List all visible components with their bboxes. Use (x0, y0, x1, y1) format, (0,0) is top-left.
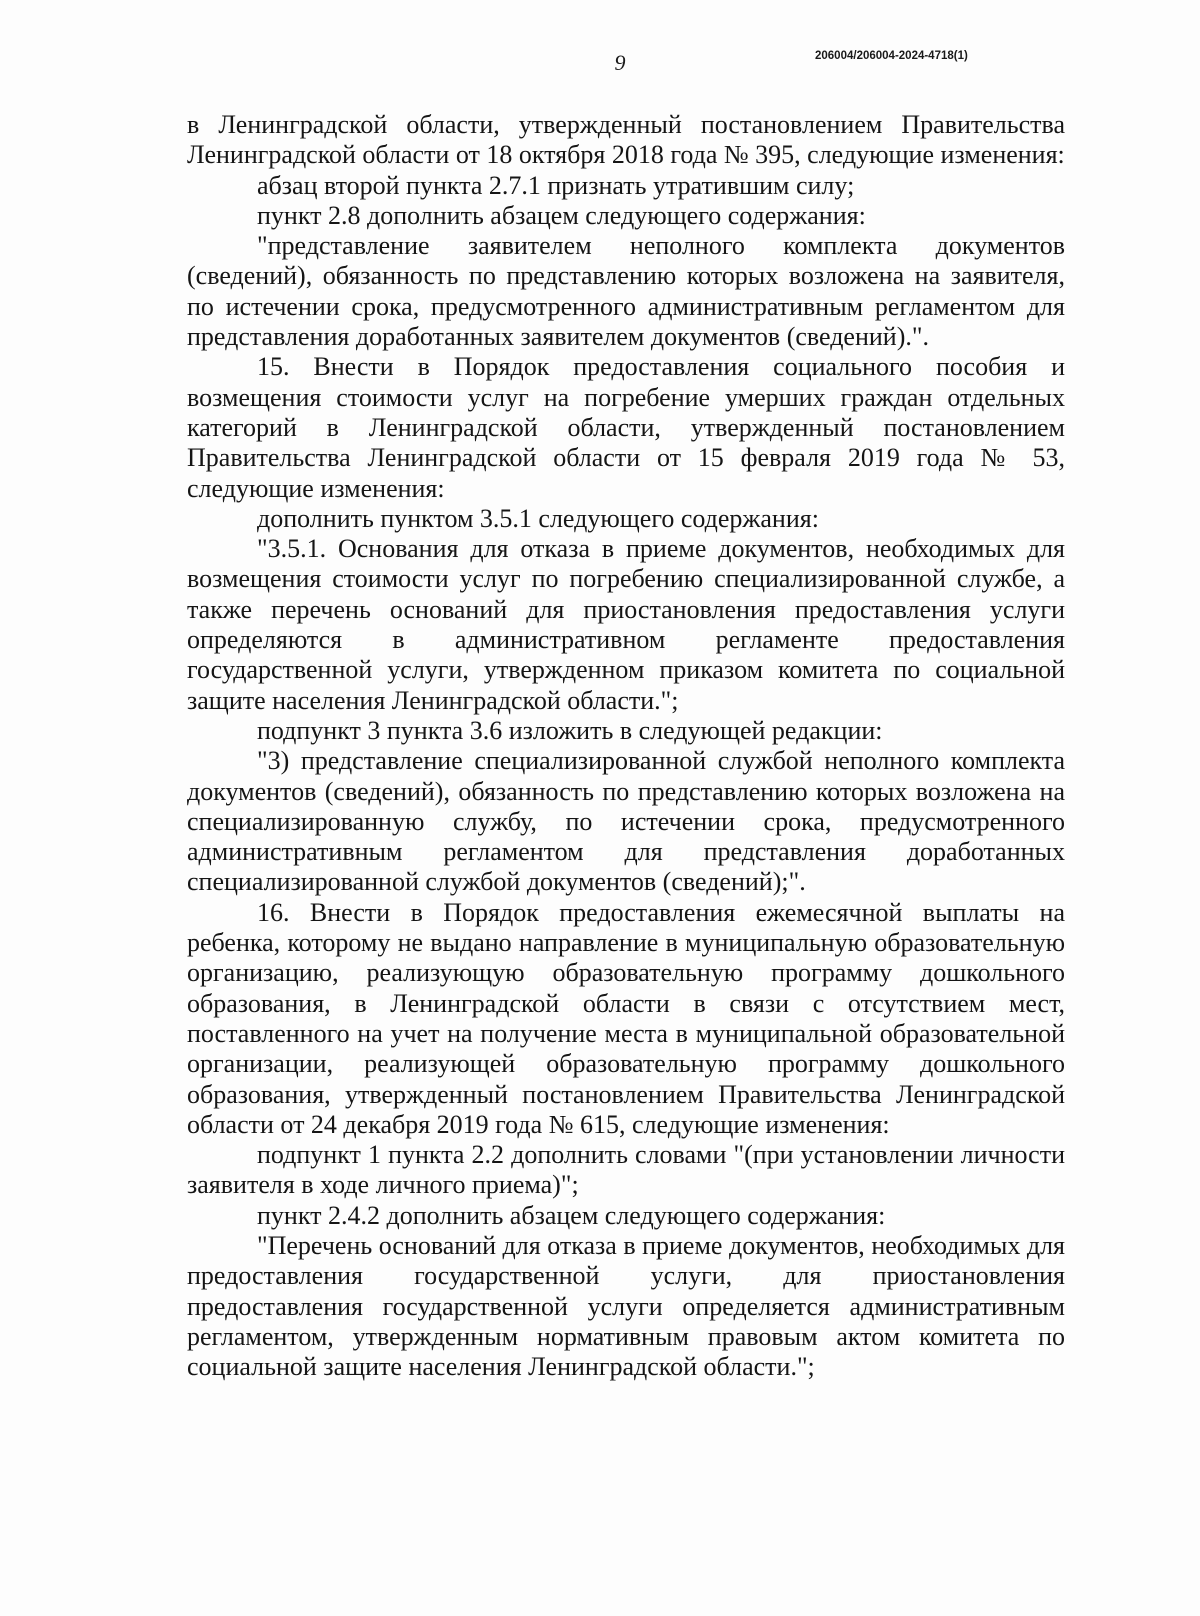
paragraph: "представление заявителем неполного комплекта документов (сведений), обязанность по представлению которых возложена на заявителя, по истечении срока, предусмотренного административным регламентом для представления доработанных заявителем документов (сведений).". (187, 231, 1065, 352)
page-number: 9 (614, 50, 626, 75)
paragraph: абзац второй пункта 2.7.1 признать утратившим силу; (257, 170, 855, 200)
paragraph: подпункт 1 пункта 2.2 дополнить словами "(при установлении личности заявителя в ходе личного приема)"; (187, 1140, 1065, 1200)
paragraph: "3.5.1. Основания для отказа в приеме документов, необходимых для возмещения стоимости услуг по погребению специализированной службе, а также перечень оснований для приостановления предоставления услуги определяются в административном регламенте предоставления государственной услуги, утвержденном приказом комитета по социальной защите населения Ленинградской области."; (187, 534, 1065, 715)
paragraph: пункт 2.4.2 дополнить абзацем следующего содержания: (257, 1200, 886, 1230)
paragraph: 15. Внести в Порядок предоставления социального пособия и возмещения стоимости услуг на погребение умерших граждан отдельных категорий в Ленинградской области, утвержденный постановлением Правительства Ленинградской области от 15 февраля 2019 года № 53, следующие изменения: (187, 352, 1065, 503)
paragraph: "Перечень оснований для отказа в приеме документов, необходимых для предоставления государственной услуги, для приостановления предоставления государственной услуги определяется административным регламентом, утвержденным нормативным правовым актом комитета по социальной защите населения Ленинградской области."; (187, 1230, 1065, 1382)
document-body (187, 110, 1065, 1382)
paragraph: пункт 2.8 дополнить абзацем следующего содержания: (257, 200, 866, 230)
paragraph: в Ленинградской области, утвержденный постановлением Правительства Ленинградской области от 18 октября 2018 года № 395, следующие изменения: (187, 110, 1065, 170)
paragraph: подпункт 3 пункта 3.6 изложить в следующей редакции: (257, 715, 883, 745)
paragraph: дополнить пунктом 3.5.1 следующего содержания: (257, 503, 819, 533)
document-id: 206004/206004-2024-4718(1) (815, 50, 968, 62)
paragraph: "3) представление специализированной службой неполного комплекта документов (сведений), обязанность по представлению которых возложена на специализированную службу, по истечении срока, предусмотренного административным регламентом для представления доработанных специализированной службой документов (сведений);". (187, 746, 1065, 897)
paragraph: 16. Внести в Порядок предоставления ежемесячной выплаты на ребенка, которому не выдано направление в муниципальную образовательную организацию, реализующую образовательную программу дошкольного образования, в Ленинградской области в связи с отсутствием мест, поставленного на учет на получение места в муниципальной образовательной организации, реализующей образовательную программу дошкольного образования, утвержденный постановлением Правительства Ленинградской области от 24 декабря 2019 года № 615, следующие изменения: (187, 897, 1065, 1139)
